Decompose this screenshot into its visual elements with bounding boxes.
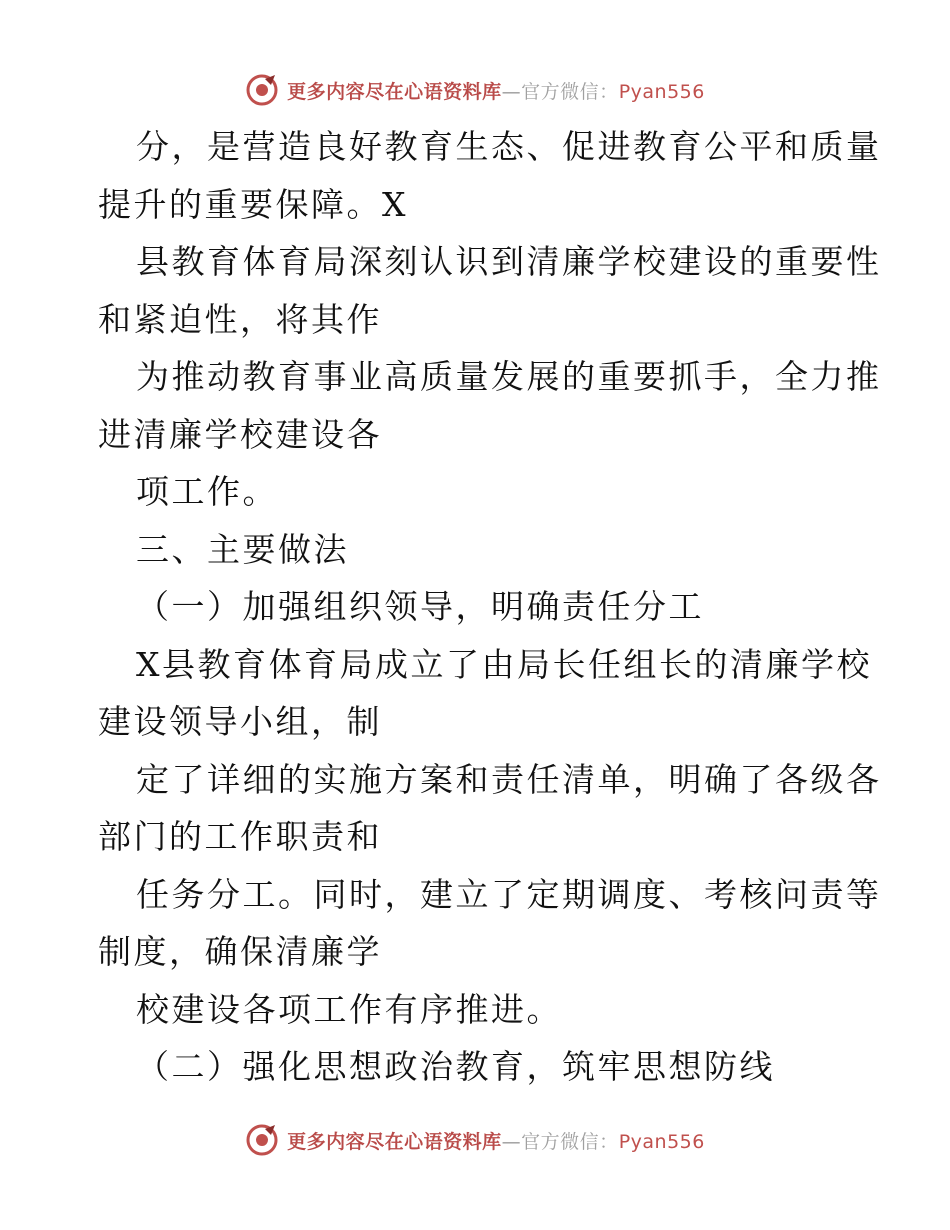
banner-wechat-label: 官方微信： <box>521 80 619 103</box>
document-body <box>98 118 882 1096</box>
text-line: 建设领导小组，制 <box>98 702 382 741</box>
banner-main-text: 更多内容尽在心语资料库 <box>287 80 502 103</box>
text-line: 县教育体育局深刻认识到清廉学校建设的重要性 <box>136 242 882 281</box>
subsection-heading: （一）加强组织领导，明确责任分工 <box>136 587 704 626</box>
logo-icon <box>245 73 279 107</box>
text-line: X县教育体育局成立了由局长任组长的清廉学校 <box>136 644 872 684</box>
text-line: 提升的重要保障。X <box>98 184 408 224</box>
banner-text <box>287 77 705 104</box>
text-line: 制度，确保清廉学 <box>98 932 382 971</box>
subsection-heading: （二）强化思想政治教育，筑牢思想防线 <box>136 1047 775 1086</box>
text-line: 分，是营造良好教育生态、促进教育公平和质量 <box>136 127 882 166</box>
banner-wechat-label: 官方微信： <box>521 1130 619 1153</box>
text-line: 定了详细的实施方案和责任清单，明确了各级各 <box>136 759 882 799</box>
text-line: 为推动教育事业高质量发展的重要抓手，全力推 <box>136 357 882 396</box>
text-line: 部门的工作职责和 <box>98 817 382 856</box>
text-line: 任务分工。同时，建立了定期调度、考核问责等 <box>136 874 882 914</box>
header-banner <box>0 70 950 110</box>
text-line: 进清廉学校建设各 <box>98 414 382 454</box>
text-line: 项工作。 <box>136 472 278 511</box>
text-line: 和紧迫性，将其作 <box>98 299 382 339</box>
section-heading: 三、主要做法 <box>136 529 349 569</box>
banner-wechat-id: Pyan556 <box>618 80 705 103</box>
banner-text <box>287 1127 705 1154</box>
footer-banner <box>0 1120 950 1160</box>
banner-separator: — <box>501 1130 522 1153</box>
banner-separator: — <box>501 80 522 103</box>
logo-icon <box>245 1123 279 1157</box>
banner-main-text: 更多内容尽在心语资料库 <box>287 1130 502 1153</box>
text-line: 校建设各项工作有序推进。 <box>136 989 562 1029</box>
banner-wechat-id: Pyan556 <box>618 1130 705 1153</box>
